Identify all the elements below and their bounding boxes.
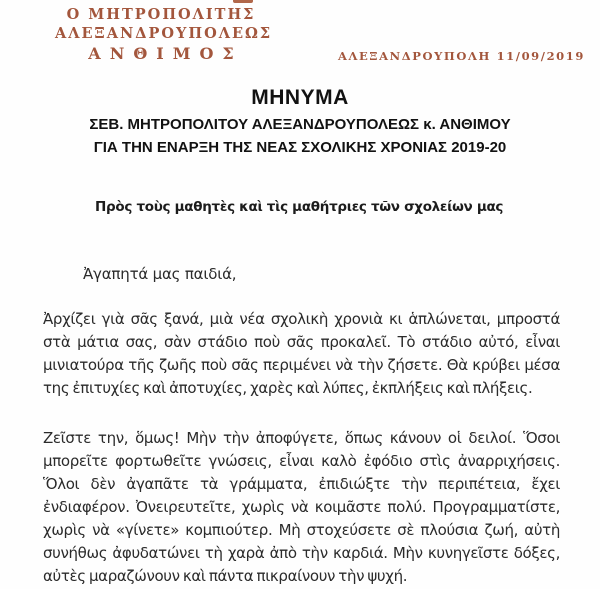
letter-body — [43, 308, 560, 588]
document-subtitle-author: ΣΕΒ. ΜΗΤΡΟΠΟΛΙΤΟΥ ΑΛΕΞΑΝΔΡΟΥΠΟΛΕΩΣ κ. ΑΝΘΙΜΟΥ — [89, 116, 511, 133]
letterhead-metropolitan: Ο ΜΗΤΡΟΠΟΛΙΤΗΣ — [66, 6, 256, 23]
letterhead-name: ΑΝΘΙΜΟΣ — [88, 44, 243, 63]
cutoff-cross-mark — [233, 0, 253, 3]
addressee-line: Πρὸς τοὺς μαθητὲς καὶ τὶς μαθήτριες τῶν σχολείων μας — [95, 199, 504, 215]
document-title: ΜΗΝΥΜΑ — [251, 86, 349, 109]
letterhead-see: ΑΛΕΞΑΝΔΡΟΥΠΟΛΕΩΣ — [55, 24, 273, 42]
document-subtitle-occasion: ΓΙΑ ΤΗΝ ΕΝΑΡΞΗ ΤΗΣ ΝΕΑΣ ΣΧΟΛΙΚΗΣ ΧΡΟΝΙΑΣ 2019-20 — [93, 139, 507, 156]
body-paragraph-2: Ζεῖστε την, ὅμως! Μὴν τὴν ἀποφύγετε, ὅπως κάνουν οἱ δειλοί. Ὅσοι μπορεῖτε φορτωθεῖτε γνώσεις, εἶναι καλὸ ἐφόδιο στὶς ἀναρριχήσεις. Ὅλοι δὲν ἀγαπᾶτε τὰ γράμματα, ἐπιδιώξτε τὴν περιπέτεια, ἔχει ἐνδιαφέρον. Ὀνειρευτεῖτε, χωρὶς νὰ κοιμᾶστε πολύ. Προγραμματίστε, χωρὶς νὰ «γίνετε» κομπιούτερ. Μὴ στοχεύσετε σὲ πλούσια ζωή, αὐτὴ συνήθως ἀφυδατώνει τὴ χαρὰ ἀπὸ τὴν καρδιά. Μὴν κυνηγεῖστε δόξες, αὐτὲς μαραζώνουν καὶ πάντα πικραίνουν τὴν ψυχή. — [43, 429, 560, 585]
title-block — [0, 85, 600, 159]
body-paragraph-1: Ἀρχίζει γιὰ σᾶς ξανά, μιὰ νέα σχολικὴ χρονιὰ κι ἁπλώνεται, μπροστά στὰ μάτια σας, σὰν στάδιο ποὺ σᾶς προκαλεῖ. Τὸ στάδιο αὐτό, εἶναι μινιατούρα τῆς ζωῆς ποὺ σᾶς περιμένει νὰ τὴν ζήσετε. Θὰ κρύβει μέσα της ἐπιτυχίες καὶ ἀποτυχίες, χαρὲς καὶ λύπες, ἐκπλήξεις καὶ πλήξεις. — [43, 310, 560, 397]
letterhead — [55, 6, 273, 63]
place-date-line: ΑΛΕΞΑΝΔΡΟΥΠΟΛΗ 11/09/2019 — [337, 49, 585, 63]
greeting-line: Ἀγαπητά μας παιδιά, — [83, 265, 237, 283]
